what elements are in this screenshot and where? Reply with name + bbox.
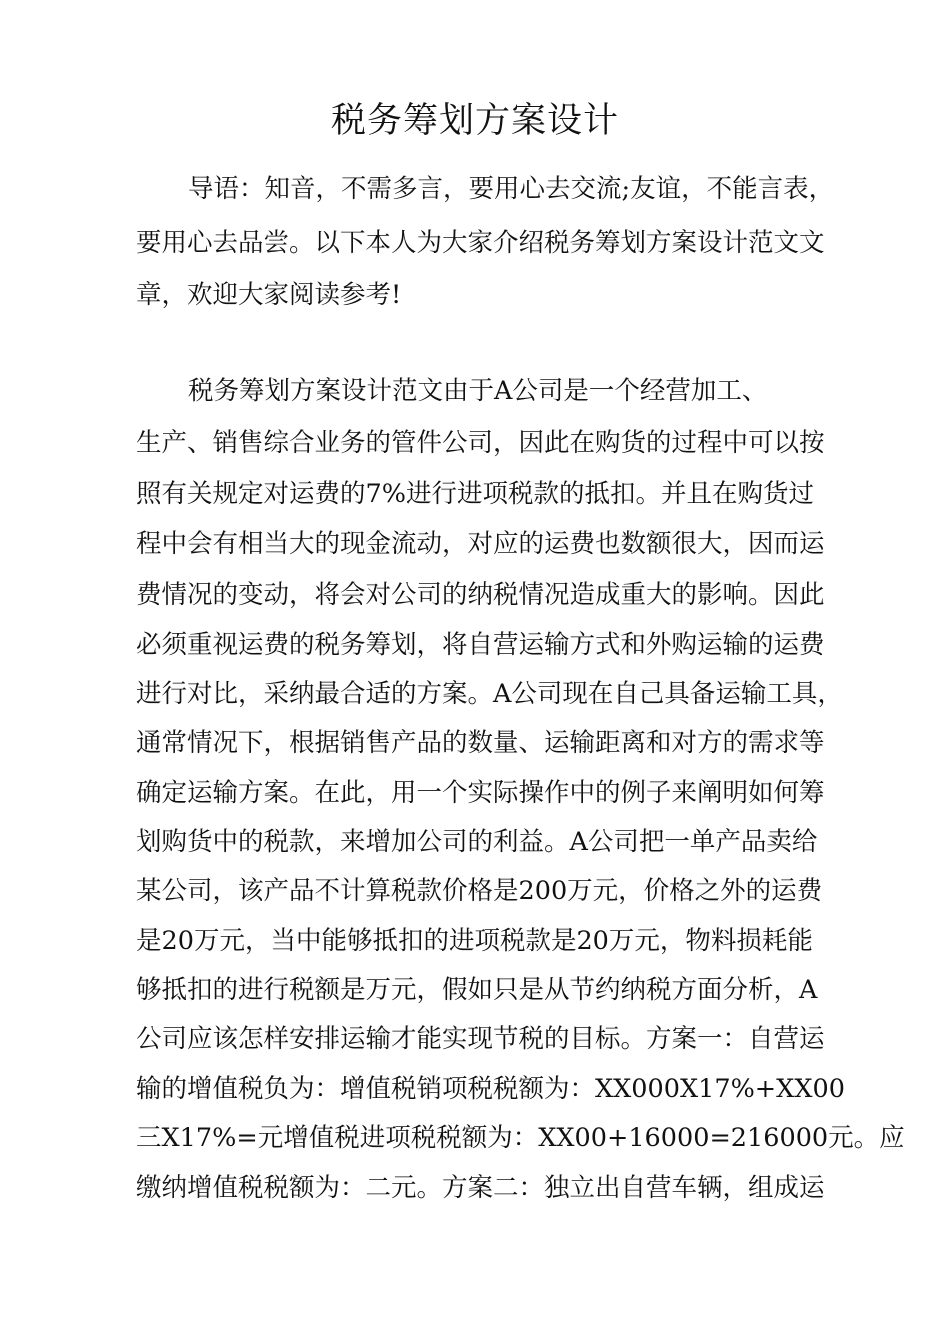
body-line: 三X17%=元增值税进项税税额为：XX00+16000=216000元。应 bbox=[136, 1123, 905, 1153]
body-line: 输的增值税负为：增值税销项税税额为：XX000X17%+XX00 bbox=[136, 1074, 845, 1104]
intro-line: 导语：知音，不需多言，要用心去交流;友谊，不能言表， bbox=[188, 174, 835, 204]
body-line: 划购货中的税款，来增加公司的利益。A公司把一单产品卖给 bbox=[136, 827, 818, 857]
document-title: 税务筹划方案设计 bbox=[330, 101, 619, 141]
intro-line: 章，欢迎大家阅读参考! bbox=[136, 280, 402, 310]
body-line: 程中会有相当大的现金流动，对应的运费也数额很大，因而运 bbox=[136, 529, 825, 559]
body-line: 进行对比，采纳最合适的方案。A公司现在自己具备运输工具， bbox=[136, 679, 843, 709]
body-line: 必须重视运费的税务筹划，将自营运输方式和外购运输的运费 bbox=[136, 630, 825, 660]
body-line: 某公司，该产品不计算税款价格是200万元，价格之外的运费 bbox=[136, 876, 823, 906]
body-line: 税务筹划方案设计范文由于A公司是一个经营加工、 bbox=[188, 376, 768, 406]
body-line: 确定运输方案。在此，用一个实际操作中的例子来阐明如何筹 bbox=[136, 778, 825, 808]
body-line: 缴纳增值税税额为：二元。方案二：独立出自营车辆，组成运 bbox=[136, 1173, 825, 1203]
intro-line: 要用心去品尝。以下本人为大家介绍税务筹划方案设计范文文 bbox=[136, 228, 825, 258]
body-line: 费情况的变动，将会对公司的纳税情况造成重大的影响。因此 bbox=[136, 580, 825, 610]
body-line: 公司应该怎样安排运输才能实现节税的目标。方案一：自营运 bbox=[136, 1024, 825, 1054]
body-line: 够抵扣的进行税额是万元，假如只是从节约纳税方面分析，A bbox=[136, 975, 818, 1005]
body-line: 照有关规定对运费的7%进行进项税款的抵扣。并且在购货过 bbox=[136, 479, 814, 509]
body-line: 是20万元，当中能够抵扣的进项税款是20万元，物料损耗能 bbox=[136, 926, 813, 956]
body-line: 通常情况下，根据销售产品的数量、运输距离和对方的需求等 bbox=[136, 728, 825, 758]
body-line: 生产、销售综合业务的管件公司，因此在购货的过程中可以按 bbox=[136, 428, 825, 458]
